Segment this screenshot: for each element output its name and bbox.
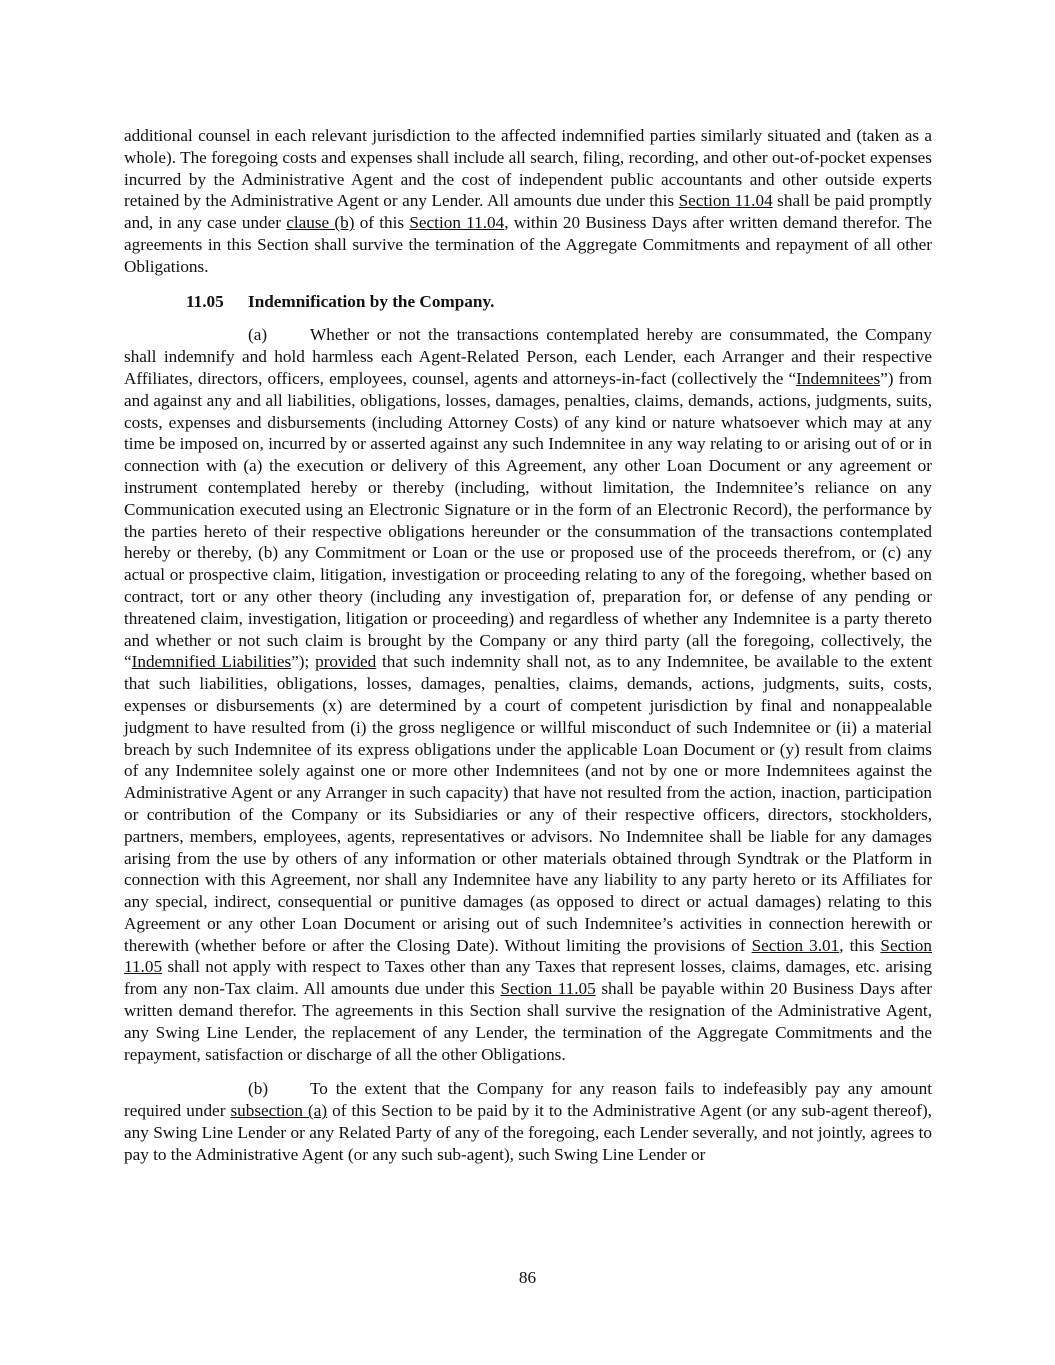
text-run: of this Section to be paid by it to the Administrative Agent (or any sub-agent thereof), any Swing Line Lender or any Related Party of any of the foregoing, each Lender severally, and not jointly, agrees to pay to the Administrative Agent (or any such sub-agent), such Swing Line Lender or	[124, 1101, 932, 1164]
section-heading	[124, 291, 932, 313]
section-title: Indemnification by the Company.	[248, 291, 495, 311]
text-run: shall be payable within 20 Business Days after written demand therefor. The agreements in this Section shall survive the resignation of the Administrative Agent, any Swing Line Lender, the replacement of any Lender, the termination of the Aggregate Commitments and the repayment, satisfaction or discharge of all the other Obligations.	[124, 979, 932, 1064]
text-run: ”) from and against any and all liabilities, obligations, losses, damages, penalties, claims, demands, actions, judgments, suits, costs, expenses and disbursements (including Attorney Costs) of any kind or nature whatsoever which may at any time be imposed on, incurred by or asserted against any such Indemnitee in any way relating to or arising out of or in connection with (a) the execution or delivery of this Agreement, any other Loan Document or any agreement or instrument contemplated hereby or thereby (including, without limitation, the Indemnitee’s reliance on any Communication executed using an Electronic Signature or in the form of an Electronic Record), the performance by the parties hereto of their respective obligations hereunder or the consummation of the transactions contemplated hereby or thereby, (b) any Commitment or Loan or the use or proposed use of the proceeds therefrom, or (c) any actual or prospective claim, litigation, investigation or proceeding relating to any of the foregoing, whether based on contract, tort or any other theory (including any investigation of, preparation for, or defense of any pending or threatened claim, investigation, litigation or proceeding) and regardless of whether any Indemnitee is a party thereto and whether or not such claim is brought by the Company or any third party (all the foregoing, collectively, the “	[124, 368, 932, 672]
section-reference: Section 11.04	[678, 191, 773, 211]
text-run: , within 20 Business Days after written demand therefor. The agreements in this Section shall survive the termination of the Aggregate Commitments and repayment of all other Obligations.	[124, 213, 932, 276]
paragraph-indemnification-a	[124, 324, 932, 1065]
section-reference: Section 11.05	[124, 935, 932, 977]
paragraph-indemnification-b	[124, 1078, 932, 1165]
text-run: To the extent that the Company for any reason fails to indefeasibly pay any amount required under	[124, 1079, 932, 1121]
section-reference: Section 3.01	[751, 935, 840, 955]
section-reference: Section 11.04	[409, 213, 505, 233]
text-run: ”);	[291, 652, 316, 672]
clause-reference: clause (b)	[286, 213, 355, 233]
paragraph-costs-expenses	[124, 125, 932, 278]
subsection-reference: subsection (a)	[230, 1101, 328, 1121]
subsection-label: (b)	[248, 1079, 269, 1099]
text-run: additional counsel in each relevant jurisdiction to the affected indemnified parties similarly situated and (taken as a whole). The foregoing costs and expenses shall include all search, filing, recording, and other out-of-pocket expenses incurred by the Administrative Agent and the cost of independent public accountants and other outside experts retained by the Administrative Agent or any Lender. All amounts due under this	[124, 126, 932, 211]
page-number: 86	[518, 1268, 537, 1287]
text-run: Whether or not the transactions contemplated hereby are consummated, the Company shall indemnify and hold harmless each Agent-Related Person, each Lender, each Arranger and their respective Affiliates, directors, officers, employees, counsel, agents and attorneys-in-fact (collectively the “	[124, 325, 932, 388]
text-run: that such indemnity shall not, as to any Indemnitee, be available to the extent that such liabilities, obligations, losses, damages, penalties, claims, demands, actions, judgments, suits, costs, expenses or disbursements (x) are determined by a court of competent jurisdiction by final and nonappealable judgment to have resulted from (i) the gross negligence or willful misconduct of such Indemnitee or (ii) a material breach by such Indemnitee of its express obligations under the applicable Loan Document or (y) result from claims of any Indemnitee solely against one or more other Indemnitees (and not by one or more Indemnitees against the Administrative Agent or any Arranger in such capacity) that have not resulted from the action, inaction, participation or contribution of the Company or its Subsidiaries or any of their respective officers, directors, stockholders, partners, members, employees, agents, representatives or advisors. No Indemnitee shall be liable for any damages arising from the use by others of any information or other materials obtained through Syndtrak or the Platform in connection with this Agreement, nor shall any Indemnitee have any liability to any party hereto or its Affiliates for any special, indirect, consequential or punitive damages (as opposed to direct or actual damages) relating to this Agreement or any other Loan Document or arising out of such Indemnitee’s activities in connection herewith or therewith (whether before or after the Closing Date). Without limiting the provisions of	[124, 652, 932, 955]
proviso-term: provided	[315, 652, 377, 672]
section-reference: Section 11.05	[500, 979, 596, 999]
page-body	[124, 125, 932, 1166]
section-number: 11.05	[186, 291, 224, 311]
defined-term: Indemnified Liabilities	[131, 652, 292, 672]
text-run: of this	[354, 213, 410, 233]
subsection-label: (a)	[248, 325, 268, 345]
text-run: shall not apply with respect to Taxes other than any Taxes that represent losses, claims, damages, etc. arising from any non-Tax claim. All amounts due under this	[124, 957, 932, 999]
text-run: , this	[839, 935, 881, 955]
text-run: shall be paid promptly and, in any case under	[124, 191, 933, 233]
defined-term: Indemnitees	[796, 368, 881, 388]
